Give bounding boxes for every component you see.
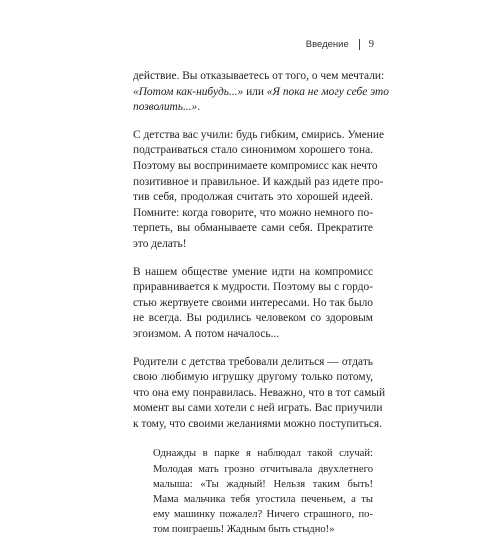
text-run: свою любимую игрушку другому только потому, [133,371,373,384]
text-run: эгоизмом. А потом началось... [133,327,280,340]
text-line [133,280,373,296]
paragraph [133,355,386,433]
text-line [133,175,384,191]
body-text [133,69,389,537]
text-run: С детства вас учили: будь гибким, смирись. Умение [133,128,385,141]
quote-block [153,446,373,537]
text-line [133,69,385,85]
text-line [133,386,386,402]
text-run: Молодая мать грозно отчитывала двухлетнего [153,463,373,475]
text-line [153,477,373,492]
text-run: действие. Вы отказываетесь от того, о чем мечтали: [133,70,385,82]
text-run: малыша: «Ты жадный! Нельзя таким быть! [153,478,373,490]
text-run: что она ему понравилась. Неважно, что в тот самый [133,386,386,399]
paragraphs [133,69,389,432]
text-run: позитивное и правильное. И каждый раз идете про- [133,175,384,188]
text-run: ему машинку пожалел? Ничего страшного, по- [153,508,373,520]
header-divider [359,39,360,50]
text-line [153,462,373,477]
text-run: это делать! [133,237,187,250]
text-run: Однажды в парке я наблюдал такой случай: [153,448,373,460]
text-line [153,446,373,461]
page-number: 9 [368,39,374,50]
text-line [133,265,373,281]
text-line [133,355,373,371]
text-line [133,237,373,253]
text-line [133,159,378,175]
text-line [133,100,373,116]
text-run: том поиграешь! Жадным быть стыдно!» [153,523,335,535]
paragraph [133,265,373,343]
italic-text: «Потом как-нибудь...» [133,85,244,98]
text-run: момент вы сами хотели с ней играть. Вас приучили [133,402,383,415]
text-run: Помните: когда говорите, что можно немного по- [133,206,373,219]
text-line [133,296,373,312]
text-line [133,190,373,206]
text-line [133,327,373,343]
text-line [153,492,373,507]
text-run: не всегда. Вы родились человеком со здоровым [133,312,373,325]
text-line [133,85,389,101]
text-run: Мама мальчика тебя угостила печеньем, а ты [153,493,373,505]
text-run: к тому, что своими желаниями можно поступиться. [133,417,382,430]
text-run: Родители с детства требовали делиться — отдать [133,355,373,368]
text-line [133,370,373,386]
text-run: Поэтому вы воспринимаете компромисс как нечто [133,159,378,172]
text-line [133,221,373,237]
italic-text: «Я пока не могу себе это [266,85,389,98]
paragraph [133,128,385,253]
italic-text: позволить...» [133,101,198,114]
section-title: Введение [305,39,349,50]
text-run: или [243,85,267,98]
text-line [153,522,373,537]
text-line [133,143,373,159]
text-run: В нашем обществе умение идти на компромисс [133,265,373,278]
text-run: подстраиваться стало синонимом хорошего тона. [133,144,373,157]
paragraph [133,69,389,116]
text-run: терпеть, вы обманываете сами себя. Прекратите [133,222,373,235]
text-line [153,507,373,522]
text-run: стью жертвуете своими интересами. Но так было [133,296,373,309]
text-run: приравнивается к мудрости. Поэтому вы с гордо- [133,281,373,294]
text-line [133,311,373,327]
text-line [133,417,382,433]
text-line [133,206,373,222]
text-line [133,128,385,144]
text-run: тив себя, продолжая считать это хорошей идеей. [133,191,373,204]
text-run: . [197,101,201,114]
running-head [306,39,374,50]
text-line [133,401,383,417]
